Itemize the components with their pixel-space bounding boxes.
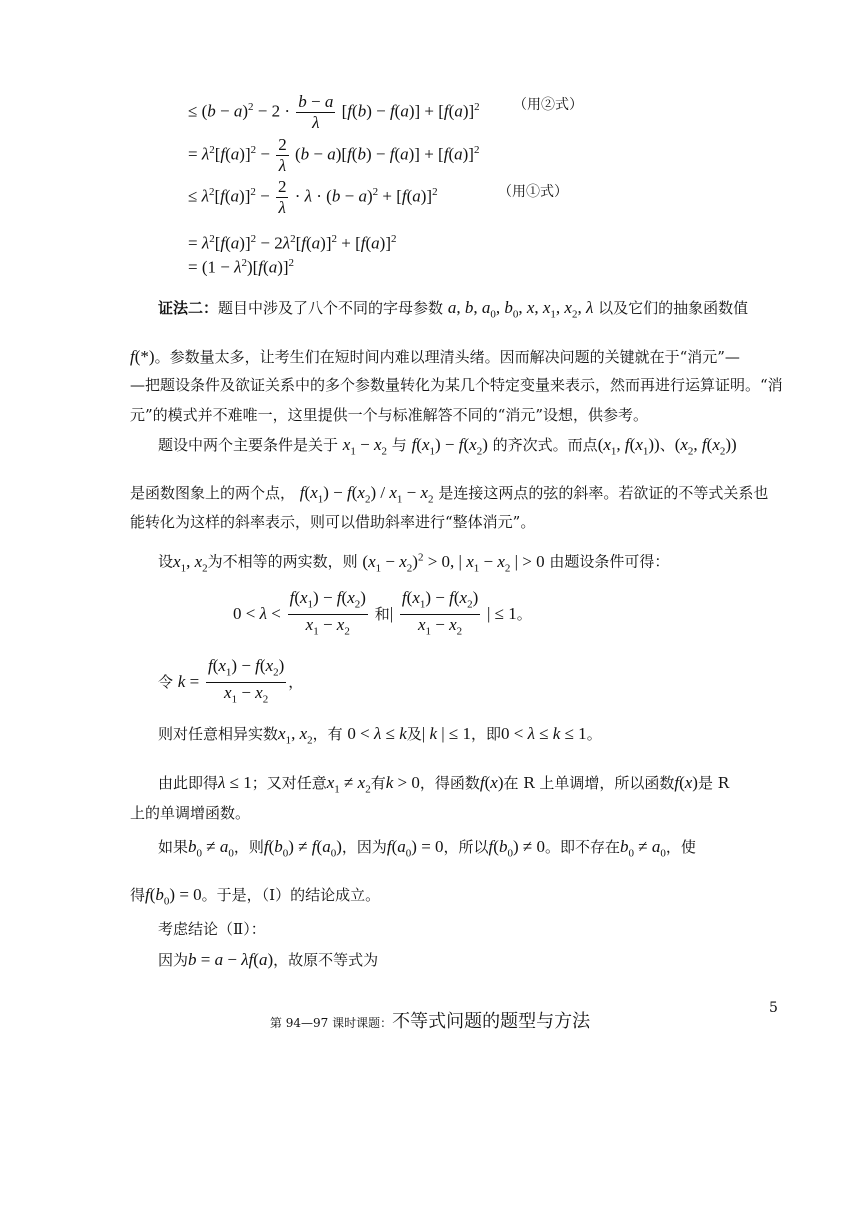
proof2-line-8: 设$x_1$, $x_2$为不相等的两实数，则 $(x_1 - x_2)^2 > 0$, | $x_1 - x_2$ | > 0 由题设条件可得： [158,551,670,575]
proof2-line-15: 因为b = a − λf(a)，故原不等式为 [158,950,379,969]
proof2-line-11: 上的单调增函数。 [130,804,251,822]
proof2-line-6: 是函数图象上的两个点， $f(x_1) - f(x_2) / x_1 - x_2$ 是连接这两点的弦的斜率。若欲证的不等式关系也 [130,483,769,506]
proof2-line-4: 元”的模式并不难唯一，这里提供一个与标准解答不同的“消元”设想，供参考。 [130,406,649,424]
derivation-line-3: ≤ $\lambda^2[f(a)]^2$ − $\frac{2}{\lambda}$ · $\lambda \cdot (b - a)^2 + [f(a)]^2$ [188,177,438,217]
proof2-line-13: 得$f(b_0) = 0$。于是，（Ⅰ）的结论成立。 [130,885,381,908]
derivation-note-1: （用②式） [513,97,583,113]
proof2-label: 证法二： [158,299,219,317]
footer-prefix: 第 94—97 课时课题： [269,1016,393,1030]
proof2-line-14: 考虑结论（Ⅱ）： [158,920,266,938]
proof2-line-1: 证法二：题目中涉及了八个不同的字母参数 a, b, $a_0$, $b_0$, x, $x_1$, $x_2$, λ 以及它们的抽象函数值 [158,298,749,321]
page-number: 5 [769,1000,778,1016]
proof2-let-k: 令 k = $\frac{f(x_1) - f(x_2)}{x_1 - x_2}$ ， [158,656,304,706]
proof2-line-2: f(*)。参数量太多，让考生们在短时间内难以理清头绪。因而解决问题的关键就在于“消元”— [130,347,740,366]
derivation-line-1: ≤ $(b - a)^2 - 2$ · $\frac{b - a}{\lambda}$ $[f(b) - f(a)] + [f(a)]^2$ [188,92,480,132]
derivation-line-4: = $\lambda^2[f(a)]^2 - 2\lambda^2[f(a)]^2 + [f(a)]^2$ [188,233,397,253]
derivation-line-2: = $\lambda^2[f(a)]^2$ − $\frac{2}{\lambda}$ $(b - a)[f(b) - f(a)] + [f(a)]^2$ [188,135,480,175]
proof2-line-9: 则对任意相异实数$x_1$, $x_2$，有 0 < λ ≤ k及| k | ≤ 1，即0 < λ ≤ k ≤ 1。 [158,724,602,747]
proof2-line-7: 能转化为这样的斜率表示，则可以借助斜率进行“整体消元”。 [130,513,536,531]
proof2-display-inequality: 0 < λ < $\frac{f(x_1) - f(x_2)}{x_1 - x_2}$ 和| $\frac{f(x_1) - f(x_2)}{x_1 - x_2}$ | ≤ 1。 [233,588,532,638]
derivation-note-2: （用①式） [498,184,568,200]
derivation-line-5: = $(1 - \lambda^2)[f(a)]^2$ [188,257,295,277]
page-footer [0,1007,860,1033]
footer-title: 不等式问题的题型与方法 [392,1011,591,1032]
proof2-line-12: 如果$b_0 \ne a_0$，则$f(b_0) \ne f(a_0)$，因为$f(a_0) = 0$，所以$f(b_0) \ne 0$。即不存在$b_0 \ne a_0$，使 [158,837,696,860]
proof2-line-5: 题设中两个主要条件是关于 $x_1 - x_2$ 与 $f(x_1) - f(x_2)$ 的齐次式。而点($x_1$, $f(x_1)$)、($x_2$, $f(x_2)$) [158,435,737,458]
proof2-line-10: 由此即得λ ≤ 1；又对任意$x_1 \ne x_2$有k > 0，得函数f(x)在 R 上单调增，所以函数f(x)是 R [158,773,730,796]
proof2-line-3: —把题设条件及欲证关系中的多个参数量转化为某几个特定变量来表示，然而再进行运算证明。“消 [130,376,783,394]
